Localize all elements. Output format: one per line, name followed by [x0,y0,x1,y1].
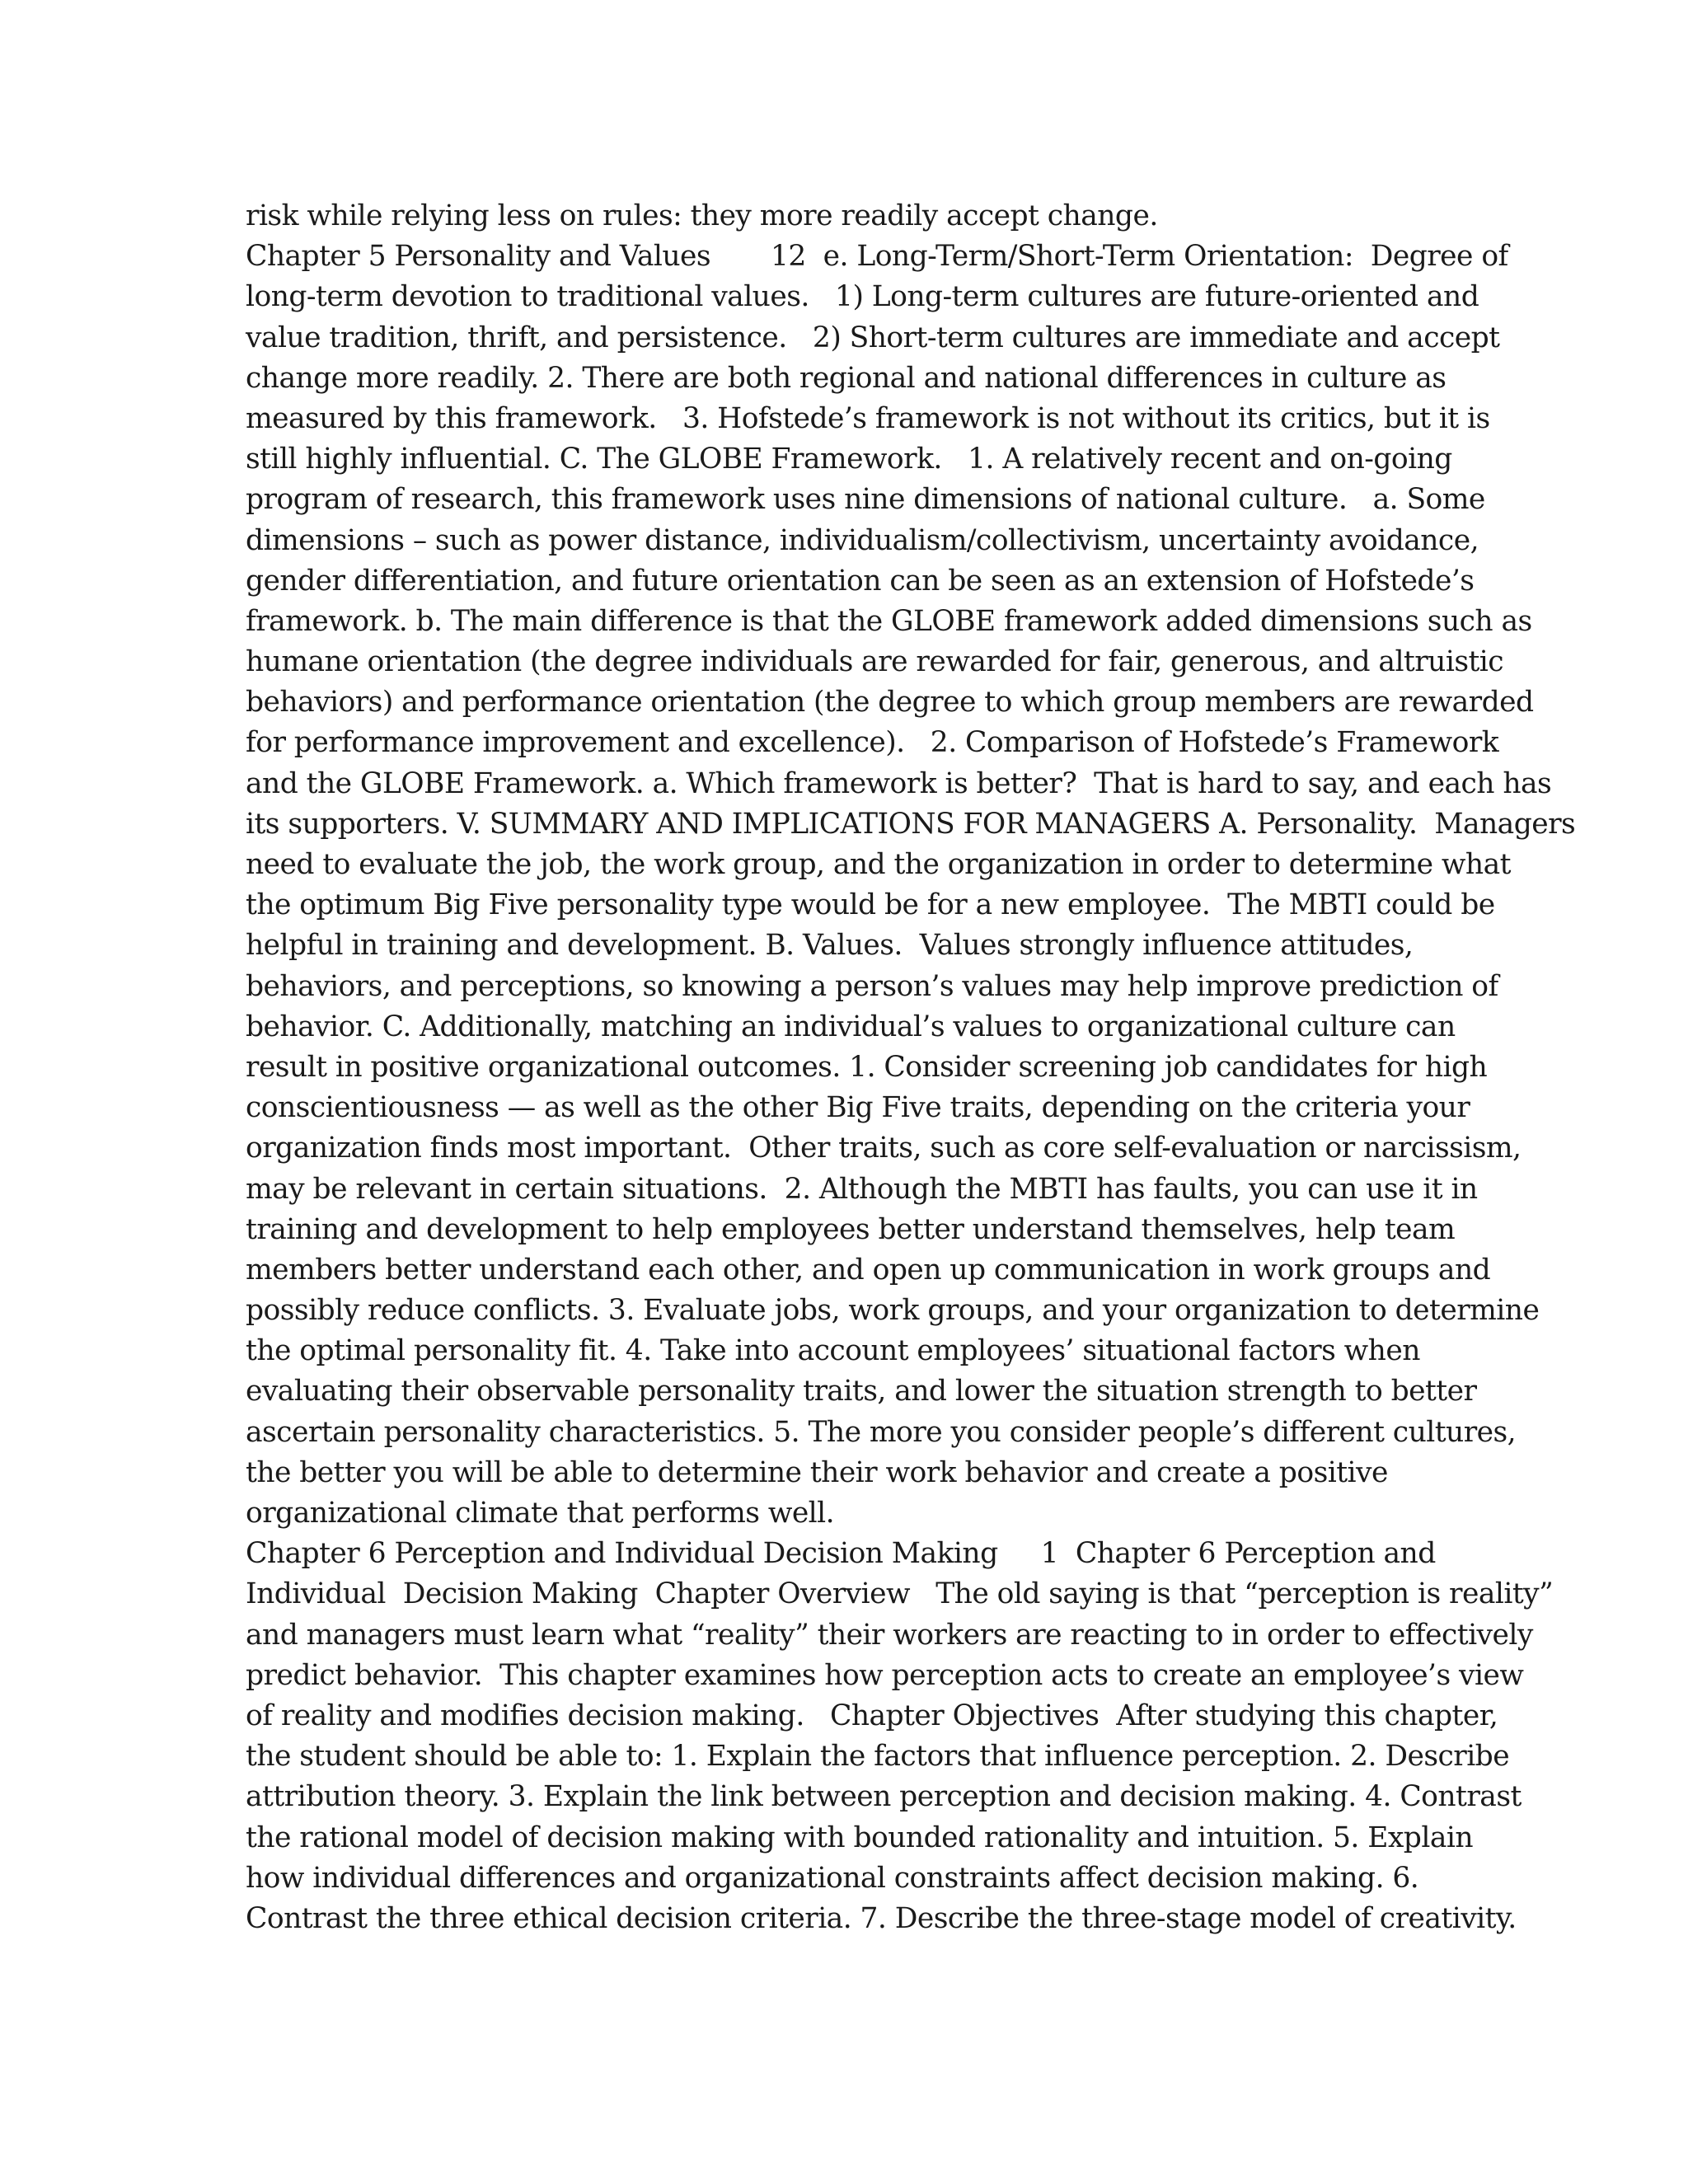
text-line: organizational climate that performs well. [246,1497,835,1530]
text-line: may be relevant in certain situations. 2. Although the MBTI has faults, you can use it in [246,1172,1478,1206]
text-line: behavior. C. Additionally, matching an individual’s values to organizational culture can [246,1010,1456,1043]
text-line: risk while relying less on rules: they more readily accept change. [246,199,1158,232]
text-line: the optimum Big Five personality type would be for a new employee. The MBTI could be [246,888,1495,922]
text-line: the student should be able to: 1. Explain the factors that influence perception. 2. Describe [246,1740,1510,1774]
text-line: organization finds most important. Other traits, such as core self-evaluation or narcissism, [246,1132,1522,1165]
text-line: long-term devotion to traditional values. 1) Long-term cultures are future-oriented and [246,280,1479,314]
text-line: the rational model of decision making with bounded rationality and intuition. 5. Explain [246,1821,1473,1854]
text-line: change more readily. 2. There are both regional and national differences in culture as [246,361,1447,395]
text-line: result in positive organizational outcomes. 1. Consider screening job candidates for high [246,1050,1488,1084]
text-line: and managers must learn what “reality” their workers are reacting to in order to effectively [246,1618,1533,1652]
text-line: and the GLOBE Framework. a. Which framework is better? That is hard to say, and each has [246,766,1552,800]
text-line: attribution theory. 3. Explain the link between perception and decision making. 4. Contrast [246,1780,1522,1814]
text-line: Chapter 5 Personality and Values 12 e. Long-Term/Short-Term Orientation: Degree of [246,240,1508,274]
text-line: Individual Decision Making Chapter Overview The old saying is that “perception is reality” [246,1577,1554,1611]
text-line: humane orientation (the degree individuals are rewarded for fair, generous, and altruistic [246,645,1504,679]
body-text [246,196,1576,1939]
text-line: behaviors, and perceptions, so knowing a person’s values may help improve prediction of [246,969,1498,1003]
text-line: conscientiousness — as well as the other Big Five traits, depending on the criteria your [246,1091,1470,1125]
text-line: Chapter 6 Perception and Individual Decision Making 1 Chapter 6 Perception and [246,1537,1436,1571]
text-line: still highly influential. C. The GLOBE Framework. 1. A relatively recent and on-going [246,443,1452,476]
text-line: its supporters. V. SUMMARY AND IMPLICATIONS FOR MANAGERS A. Personality. Managers [246,807,1576,841]
text-line: framework. b. The main difference is that the GLOBE framework added dimensions such as [246,604,1532,638]
text-line: behaviors) and performance orientation (the degree to which group members are rewarded [246,686,1534,719]
text-line: ascertain personality characteristics. 5. The more you consider people’s different cultures, [246,1415,1517,1449]
text-line: the optimal personality fit. 4. Take into account employees’ situational factors when [246,1334,1420,1368]
text-line: the better you will be able to determine their work behavior and create a positive [246,1455,1388,1489]
text-line: gender differentiation, and future orientation can be seen as an extension of Hofstede’s [246,564,1475,598]
text-line: Contrast the three ethical decision criteria. 7. Describe the three-stage model of creativity. [246,1901,1517,1935]
text-line: evaluating their observable personality traits, and lower the situation strength to better [246,1375,1477,1408]
text-line: measured by this framework. 3. Hofstede’s framework is not without its critics, but it is [246,401,1490,435]
text-line: for performance improvement and excellence). 2. Comparison of Hofstede’s Framework [246,726,1499,760]
text-line: members better understand each other, and open up communication in work groups and [246,1253,1491,1286]
text-line: of reality and modifies decision making. Chapter Objectives After studying this chapter, [246,1699,1498,1732]
text-line: value tradition, thrift, and persistence. 2) Short-term cultures are immediate and accept [246,321,1500,354]
text-line: how individual differences and organizational constraints affect decision making. 6. [246,1861,1419,1895]
text-line: predict behavior. This chapter examines how perception acts to create an employee’s view [246,1658,1524,1692]
text-line: dimensions – such as power distance, individualism/collectivism, uncertainty avoidance, [246,523,1479,557]
text-line: training and development to help employees better understand themselves, help team [246,1212,1456,1246]
text-line: program of research, this framework uses nine dimensions of national culture. a. Some [246,483,1485,517]
text-line: need to evaluate the job, the work group, and the organization in order to determine what [246,848,1511,881]
text-line: possibly reduce conflicts. 3. Evaluate jobs, work groups, and your organization to determine [246,1294,1540,1328]
text-line: helpful in training and development. B. Values. Values strongly influence attitudes, [246,929,1414,963]
